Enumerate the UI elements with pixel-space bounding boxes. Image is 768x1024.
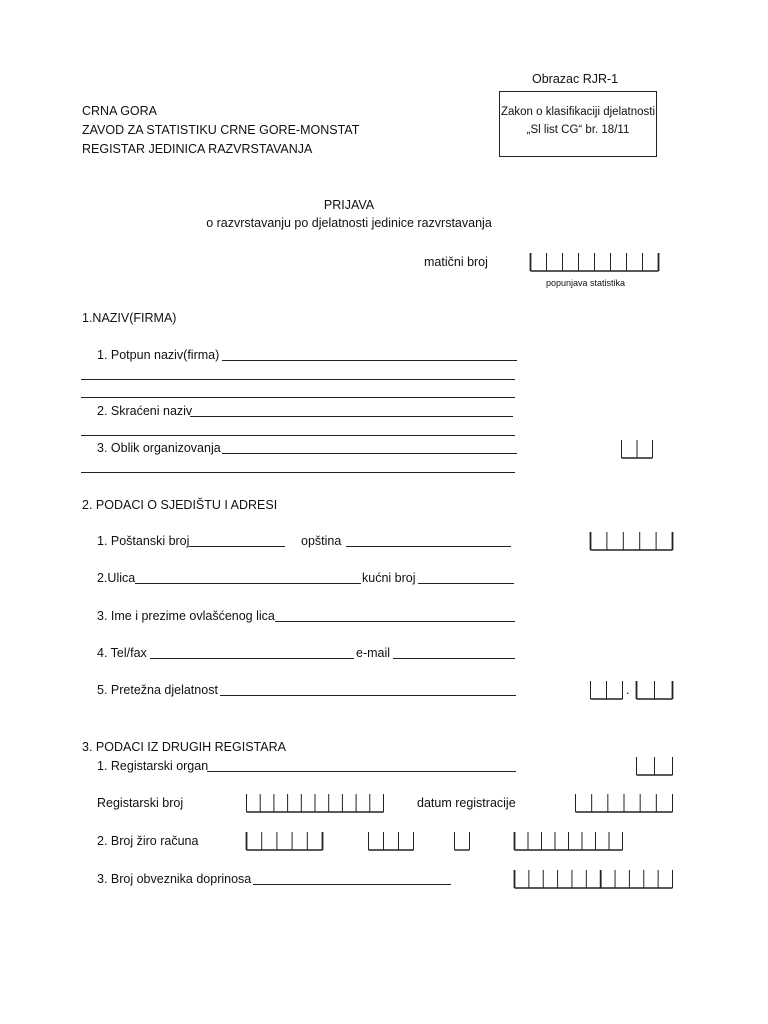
postal-line[interactable]	[189, 546, 285, 547]
telfax-line[interactable]	[150, 658, 354, 659]
org-line-country: CRNA GORA	[82, 104, 158, 118]
person-label: 3. Ime i prezime ovlašćenog lica	[97, 609, 275, 623]
reg-date-label: datum registracije	[417, 796, 516, 810]
contrib-label: 3. Broj obveznika doprinosa	[97, 872, 252, 886]
maticni-note: popunjava statistika	[546, 278, 626, 288]
box-group-drawing	[368, 832, 415, 852]
contrib-line[interactable]	[253, 884, 451, 885]
box-group-drawing	[514, 870, 674, 890]
law-reference-box	[499, 91, 657, 157]
maticni-boxes[interactable]	[530, 253, 660, 271]
street-line[interactable]	[135, 583, 361, 584]
box-group-drawing	[575, 794, 674, 814]
form-title: PRIJAVA	[323, 198, 375, 212]
box-group-drawing	[454, 832, 471, 852]
box-group-drawing	[636, 757, 674, 777]
org-line-institute: ZAVOD ZA STATISTIKU CRNE GORE-MONSTAT	[82, 123, 360, 137]
house-no-label: kućni broj	[362, 571, 416, 585]
email-label: e-mail	[356, 646, 391, 660]
reg-no-label: Registarski broj	[97, 796, 184, 810]
org-form-label: 3. Oblik organizovanja	[97, 441, 221, 455]
house-no-line[interactable]	[418, 583, 514, 584]
full-name-line-3[interactable]	[81, 397, 515, 398]
activity-boxes-b[interactable]	[636, 681, 674, 699]
org-line-register: REGISTAR JEDINICA RAZVRSTAVANJA	[82, 142, 313, 156]
activity-line[interactable]	[220, 695, 516, 696]
telfax-label: 4. Tel/fax	[97, 646, 147, 660]
box-group-drawing	[246, 832, 324, 852]
org-form-boxes[interactable]	[621, 440, 654, 458]
municipality-label: opština	[301, 534, 342, 548]
reg-organ-label: 1. Registarski organ	[97, 759, 209, 773]
short-name-line[interactable]	[190, 416, 513, 417]
postal-municipality-boxes[interactable]	[590, 532, 674, 550]
reg-organ-boxes[interactable]	[636, 757, 674, 775]
org-form-line-2[interactable]	[81, 472, 515, 473]
full-name-label: 1. Potpun naziv(firma)	[97, 348, 220, 362]
account-boxes-d[interactable]	[514, 832, 624, 850]
section3-heading: 3. PODACI IZ DRUGIH REGISTARA	[82, 740, 286, 754]
box-group-drawing	[590, 681, 624, 701]
postal-label: 1. Poštanski broj	[97, 534, 190, 548]
short-name-label: 2. Skraćeni naziv	[97, 404, 193, 418]
form-subtitle: o razvrstavanju po djelatnosti jedinice razvrstavanja	[206, 216, 492, 230]
full-name-line[interactable]	[222, 360, 517, 361]
contrib-boxes[interactable]	[514, 870, 674, 888]
form-code: Obrazac RJR-1	[532, 72, 619, 86]
section1-heading: 1.NAZIV(FIRMA)	[82, 311, 177, 325]
account-boxes-c[interactable]	[454, 832, 471, 850]
reg-organ-line[interactable]	[207, 771, 516, 772]
activity-label: 5. Pretežna djelatnost	[97, 683, 218, 697]
box-group-drawing	[514, 832, 624, 852]
email-line[interactable]	[393, 658, 515, 659]
account-boxes-b[interactable]	[368, 832, 415, 850]
law-name: Zakon o klasifikaciji djelatnosti	[500, 106, 656, 118]
short-name-line-2[interactable]	[81, 435, 515, 436]
activity-boxes-a[interactable]	[590, 681, 624, 699]
person-line[interactable]	[275, 621, 515, 622]
reg-no-boxes[interactable]	[246, 794, 385, 812]
law-gazette: „Sl list CG“ br. 18/11	[526, 124, 630, 136]
full-name-line-2[interactable]	[81, 379, 515, 380]
org-form-line[interactable]	[222, 453, 517, 454]
box-group-drawing	[590, 532, 674, 552]
section2-heading: 2. PODACI O SJEDIŠTU I ADRESI	[82, 498, 278, 512]
box-group-drawing	[621, 440, 654, 460]
box-group-drawing	[636, 681, 674, 701]
activity-separator: .	[626, 683, 630, 697]
maticni-label: matični broj	[424, 255, 488, 269]
box-group-drawing	[530, 253, 660, 273]
municipality-line[interactable]	[346, 546, 511, 547]
account-label: 2. Broj žiro računa	[97, 834, 199, 848]
reg-date-boxes[interactable]	[575, 794, 674, 812]
box-group-drawing	[246, 794, 385, 814]
street-label: 2.Ulica	[97, 571, 136, 585]
account-boxes-a[interactable]	[246, 832, 324, 850]
